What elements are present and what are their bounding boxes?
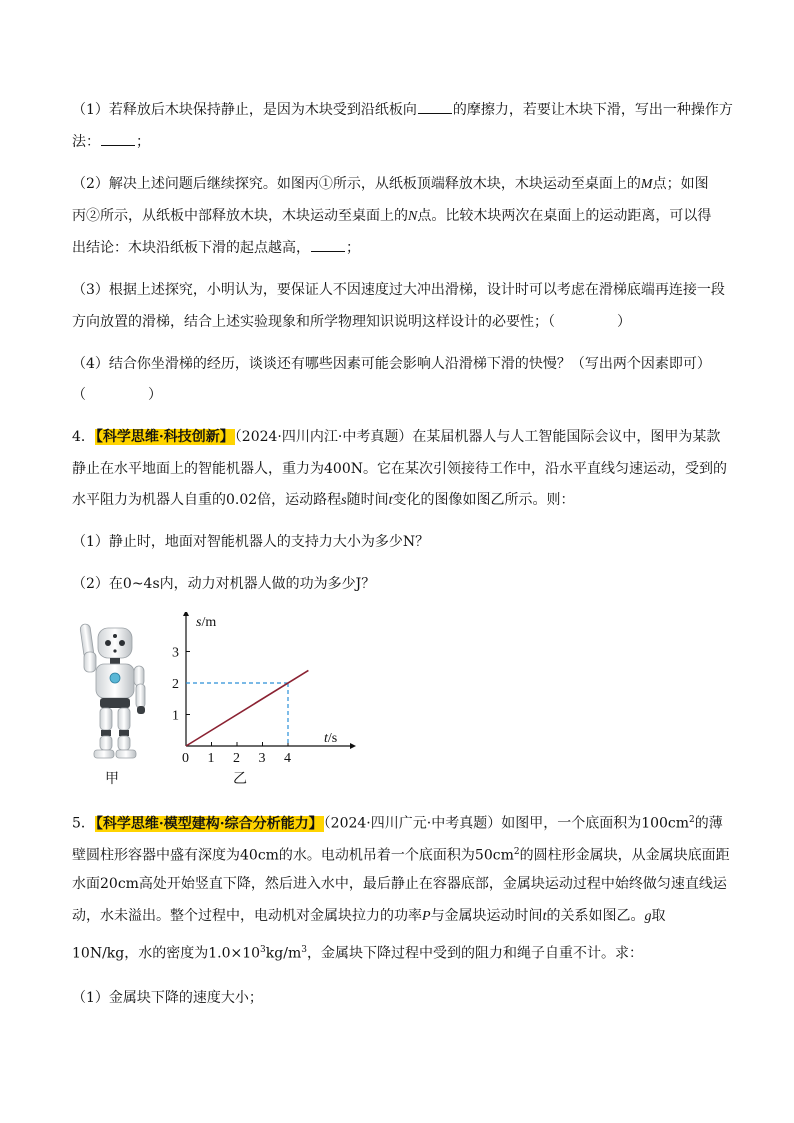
q5-line4: 动，水未溢出。整个过程中，电动机对金属块拉力的功率P与金属块运动时间t的关系如图乙。g取 (72, 908, 666, 924)
q3-part2-line3: 出结论：木块沿纸板下滑的起点越高， ； (72, 240, 360, 256)
q4-sub1: （1）静止时，地面对智能机器人的支持力大小为多少N？ (72, 534, 430, 550)
question-tag: 【科学思维·模型建构·综合分析能力】 (95, 815, 323, 832)
figure-caption-right: 乙 (233, 771, 247, 787)
q5-line5: 10N/kg，水的密度为$1.0\times 10^3kg/m^3$，金属块下降过程中受到的阻力和绳子自重不计。求： (72, 945, 643, 962)
q3-part1-line1: （1）若释放后木块保持静止，是因为木块受到沿纸板向 的摩擦力，若要让木块下滑，写出一种操作方 (72, 102, 733, 118)
answer-blank[interactable] (311, 239, 345, 252)
x-tick-label: 1 (207, 751, 215, 764)
x-tick-label: 3 (258, 751, 266, 764)
x-axis-label: t/s (324, 731, 338, 746)
question-tag: 【科学思维·科技创新】 (95, 429, 234, 445)
figure-caption-left: 甲 (105, 771, 119, 787)
q5-line1: 5．【科学思维·模型建构·综合分析能力】（2024·四川广元·中考真题）如图甲，一个底面积为$100cm^2$的薄 (72, 815, 723, 832)
q3-part4-line2: （ ） (72, 387, 162, 403)
series-line (186, 670, 308, 746)
x-tick-label: 0 (182, 751, 189, 764)
x-tick-label: 2 (233, 751, 240, 764)
question-number: 4． (72, 429, 95, 445)
answer-blank[interactable] (101, 133, 135, 146)
answer-blank[interactable] (418, 101, 452, 114)
y-tick-label: 1 (172, 708, 179, 724)
y-axis-arrow (183, 612, 189, 616)
chart-axes (186, 616, 350, 746)
q3-part3-line2: 方向放置的滑梯，结合上述实验现象和所学物理知识说明这样设计的必要性；（ ） (72, 314, 631, 330)
q3-part1-line2: 法： ； (72, 134, 150, 150)
q3-part4-line1: （4）结合你坐滑梯的经历，谈谈还有哪些因素可能会影响人沿滑梯下滑的快慢？（写出两个因素即可） (72, 356, 711, 372)
y-tick-label: 2 (172, 677, 179, 692)
question-number: 5． (72, 815, 95, 832)
x-tick-label: 4 (284, 751, 291, 764)
robot-illustration (74, 618, 158, 760)
s-t-graph (160, 612, 360, 764)
q4-line1: 4．【科学思维·科技创新】（2024·四川内江·中考真题）在某届机器人与人工智能国际会议中，图甲为某款 (72, 429, 721, 445)
x-axis-arrow (350, 743, 356, 749)
q4-sub2: （2）在0~4s内，动力对机器人做的功为多少J？ (72, 576, 376, 592)
y-tick-label: 3 (172, 645, 179, 661)
q5-sub1: （1）金属块下降的速度大小； (72, 990, 263, 1006)
q4-line3: 水平阻力为机器人自重的0.02倍，运动路程s随时间t变化的图像如图乙所示。则： (72, 492, 575, 508)
q3-part3-line1: （3）根据上述探究，小明认为，要保证人不因速度过大冲出滑梯，设计时可以考虑在滑梯底端再连接一段 (72, 282, 725, 298)
q4-line2: 静止在水平地面上的智能机器人，重力为400N。它在某次引领接待工作中，沿水平直线匀速运动，受到的 (72, 461, 727, 477)
q5-line3: 水面20cm高处开始竖直下降，然后进入水中，最后静止在容器底部，金属块运动过程中始终做匀速直线运 (72, 876, 727, 892)
q3-part2-line1: （2）解决上述问题后继续探究。如图丙①所示，从纸板顶端释放木块，木块运动至桌面上的M点；如图 (72, 176, 709, 192)
y-axis-label: s/m (196, 615, 217, 630)
q5-line2: 壁圆柱形容器中盛有深度为40cm的水。电动机吊着一个底面积为$50cm^2$的圆柱形金属块，从金属块底面距 (72, 847, 730, 864)
q3-part2-line2: 丙②所示，从纸板中部释放木块，木块运动至桌面上的N点。比较木块两次在桌面上的运动距离，可以得 (72, 208, 712, 224)
